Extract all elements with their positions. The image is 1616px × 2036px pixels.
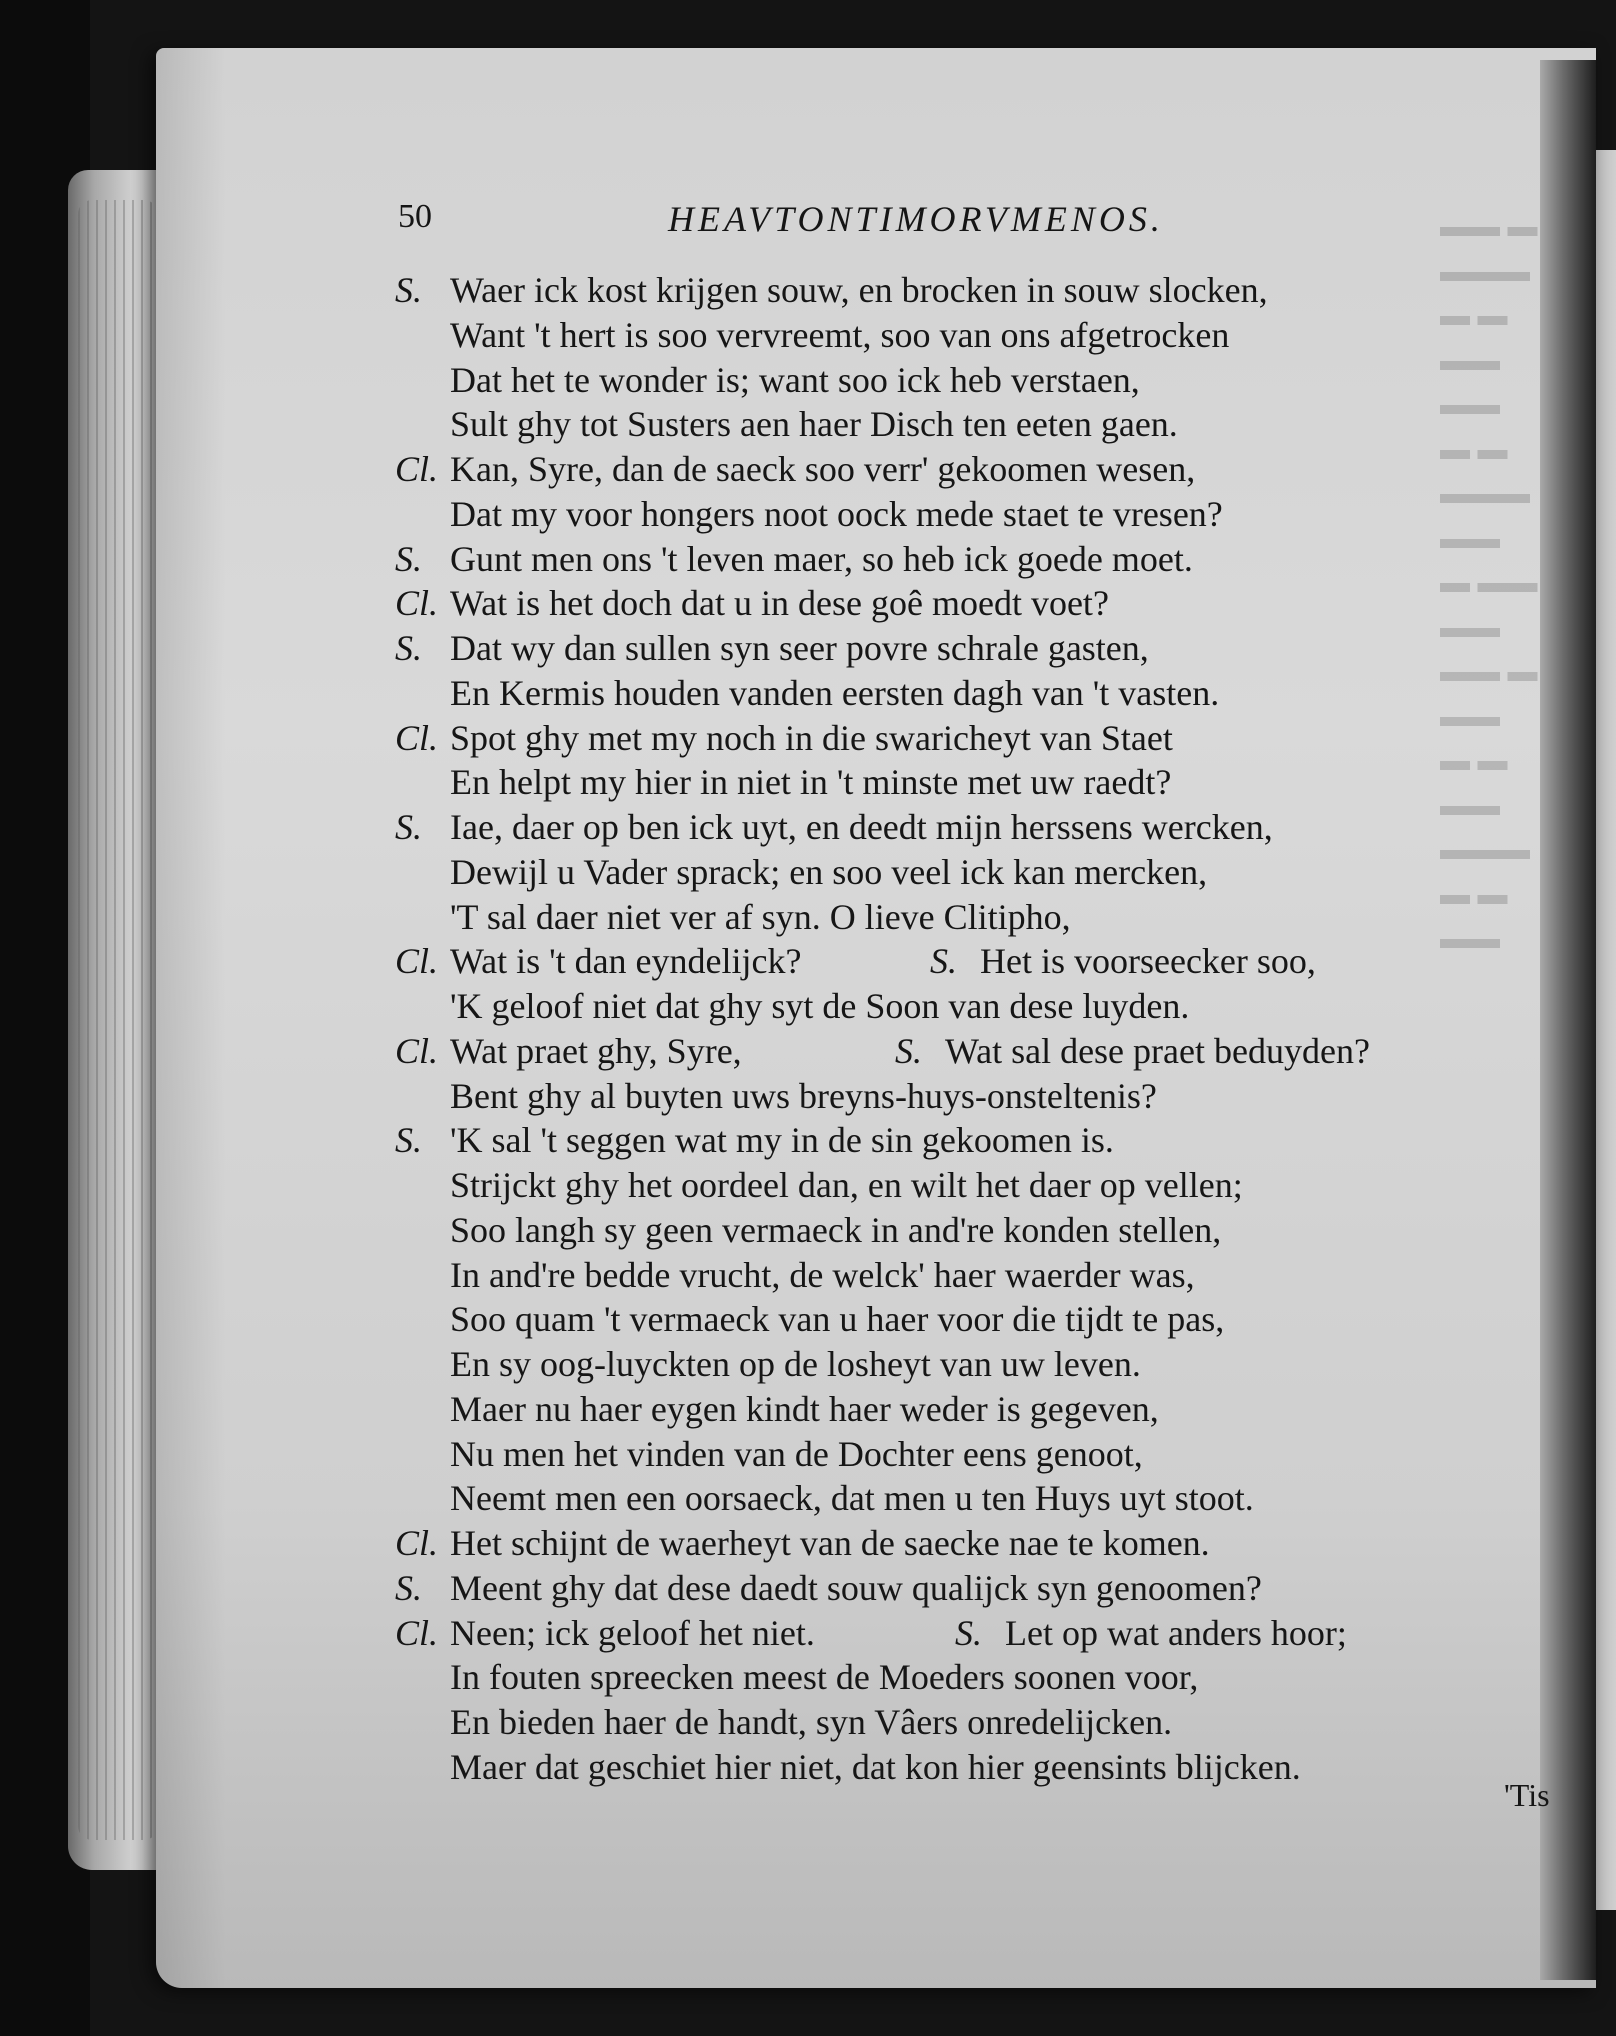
verse-line: [395, 268, 1565, 313]
verse-line: [395, 895, 1565, 940]
verse-line: [395, 1745, 1565, 1790]
verse-text-line: Het schijnt de waerheyt van de saecke nae te komen.: [450, 1523, 1210, 1563]
speaker-label: S.: [395, 1567, 422, 1608]
speaker-label: S.: [395, 270, 422, 310]
verse-text: [395, 268, 1565, 1790]
verse-line: [395, 1566, 1565, 1611]
verse-text-line: Waer ick kost krijgen souw, en brocken in souw slocken,: [450, 270, 1268, 310]
book-page-edges-texture: [78, 200, 158, 1840]
verse-line: [395, 1074, 1565, 1119]
verse-line: [395, 1700, 1565, 1745]
verse-text-line: Kan, Syre, dan de saeck soo verr' gekoomen wesen,: [450, 449, 1196, 489]
verse-text-line: Wat is 't dan eyndelijck?: [450, 941, 802, 982]
speaker-label: Cl.: [395, 941, 439, 982]
page-header: [398, 198, 1358, 248]
verse-line: [395, 939, 1565, 984]
verse-line: [395, 1118, 1565, 1163]
speaker-label: Cl.: [395, 583, 439, 624]
verse-text-line: En bieden haer de handt, syn Vâers onredelijcken.: [450, 1702, 1173, 1742]
verse-line: [395, 850, 1565, 895]
verse-line: [395, 537, 1565, 582]
verse-line: [395, 1208, 1565, 1253]
verse-text-line: Wat praet ghy, Syre,: [450, 1030, 742, 1071]
verse-text-line: Iae, daer op ben ick uyt, en deedt mijn herssens wercken,: [450, 807, 1273, 847]
verse-line: [395, 1297, 1565, 1342]
page-number: 50: [398, 198, 432, 235]
verse-line: [395, 984, 1565, 1029]
speaker-label-second: S.: [895, 1030, 922, 1071]
verse-text-line: Soo quam 't vermaeck van u haer voor die tijdt te pas,: [450, 1299, 1225, 1340]
verse-line: [395, 805, 1565, 850]
verse-text-line: 'K sal 't seggen wat my in de sin gekoomen is.: [450, 1120, 1114, 1161]
verse-line: [395, 447, 1565, 492]
verse-line: [395, 492, 1565, 537]
verse-text-line: In and're bedde vrucht, de welck' haer waerder was,: [450, 1254, 1195, 1295]
verse-line: [395, 1387, 1565, 1432]
speaker-label: S.: [395, 807, 422, 847]
verse-text-line: Strijckt ghy het oordeel dan, en wilt het daer op vellen;: [450, 1165, 1243, 1205]
speaker-label: Cl.: [395, 1612, 439, 1653]
verse-text-line: Sult ghy tot Susters aen haer Disch ten eeten gaen.: [450, 404, 1178, 445]
verse-line: [395, 1521, 1565, 1566]
verse-line: [395, 581, 1565, 626]
verse-line: [395, 1432, 1565, 1477]
verse-text-second: Let op wat anders hoor;: [1005, 1612, 1347, 1653]
verse-line: [395, 1655, 1565, 1700]
verse-text-line: Nu men het vinden van de Dochter eens genoot,: [450, 1433, 1143, 1474]
verse-text-line: En Kermis houden vanden eersten dagh van 't vasten.: [450, 672, 1220, 713]
verse-line: [395, 760, 1565, 805]
verse-text-line: Dat wy dan sullen syn seer povre schrale gasten,: [450, 628, 1149, 668]
verse-line: [395, 313, 1565, 358]
verse-text-line: Meent ghy dat dese daedt souw qualijck syn genoomen?: [450, 1567, 1262, 1608]
verse-line: [395, 1029, 1565, 1074]
verse-text-line: Gunt men ons 't leven maer, so heb ick goede moet.: [450, 538, 1193, 579]
speaker-label: S.: [395, 1120, 422, 1161]
speaker-label: S.: [395, 538, 422, 579]
verse-text-line: 'K geloof niet dat ghy syt de Soon van dese luyden.: [450, 986, 1190, 1026]
verse-line: [395, 716, 1565, 761]
running-title: HEAVTONTIMORVMENOS.: [668, 199, 1164, 239]
verse-text-line: En helpt my hier in niet in 't minste met uw raedt?: [450, 762, 1172, 803]
speaker-label: S.: [395, 628, 422, 668]
verse-text-line: Spot ghy met my noch in die swaricheyt van Staet: [450, 717, 1173, 758]
speaker-label: Cl.: [395, 449, 439, 489]
verse-text-line: Dewijl u Vader sprack; en soo veel ick kan mercken,: [450, 851, 1208, 892]
verse-text-line: Maer nu haer eygen kindt haer weder is gegeven,: [450, 1388, 1159, 1429]
verse-line: [395, 1253, 1565, 1298]
verse-text-line: En sy oog-luyckten op de losheyt van uw leven.: [450, 1344, 1141, 1384]
verse-line: [395, 358, 1565, 403]
verse-line: [395, 671, 1565, 716]
verse-line: [395, 1611, 1565, 1656]
verse-text-line: 'T sal daer niet ver af syn. O lieve Clitipho,: [450, 896, 1071, 937]
speaker-label-second: S.: [955, 1612, 982, 1653]
verse-text-line: Want 't hert is soo vervreemt, soo van ons afgetrocken: [450, 314, 1230, 355]
verse-text-line: Neen; ick geloof het niet.: [450, 1612, 815, 1653]
verse-text-line: Bent ghy al buyten uws breyns-huys-onsteltenis?: [450, 1075, 1157, 1116]
speaker-label-second: S.: [930, 941, 957, 982]
verse-text-line: Dat my voor hongers noot oock mede staet te vresen?: [450, 493, 1223, 534]
verse-text-line: Dat het te wonder is; want soo ick heb verstaen,: [450, 359, 1140, 400]
verse-line: [395, 626, 1565, 671]
verse-text-line: Wat is het doch dat u in dese goê moedt voet?: [450, 583, 1109, 624]
verse-text-second: Het is voorseecker soo,: [980, 941, 1316, 982]
verse-text-line: Soo langh sy geen vermaeck in and're konden stellen,: [450, 1209, 1222, 1250]
speaker-label: Cl.: [395, 1030, 439, 1071]
speaker-label: Cl.: [395, 717, 439, 758]
verse-line: [395, 1342, 1565, 1387]
verse-text-line: Maer dat geschiet hier niet, dat kon hier geensints blijcken.: [450, 1746, 1301, 1787]
verse-text-line: In fouten spreecken meest de Moeders soonen voor,: [450, 1657, 1199, 1698]
verse-text-second: Wat sal dese praet beduyden?: [945, 1030, 1370, 1071]
speaker-label: Cl.: [395, 1523, 439, 1563]
verse-line: [395, 1163, 1565, 1208]
verse-line: [395, 402, 1565, 447]
catchword: 'Tis: [1504, 1777, 1550, 1813]
verse-line: [395, 1476, 1565, 1521]
verse-text-line: Neemt men een oorsaeck, dat men u ten Huys uyt stoot.: [450, 1478, 1254, 1519]
page-shadow: [156, 48, 226, 1988]
show-through-text: ▬▬ ▬ ▬▬▬ ▬ ▬ ▬▬ ▬▬ ▬ ▬ ▬▬▬ ▬▬ ▬ ▬▬ ▬▬ ▬▬ ▬ ▬▬ ▬ ▬ ▬▬ ▬▬▬ ▬ ▬ ▬▬: [1440, 210, 1538, 955]
